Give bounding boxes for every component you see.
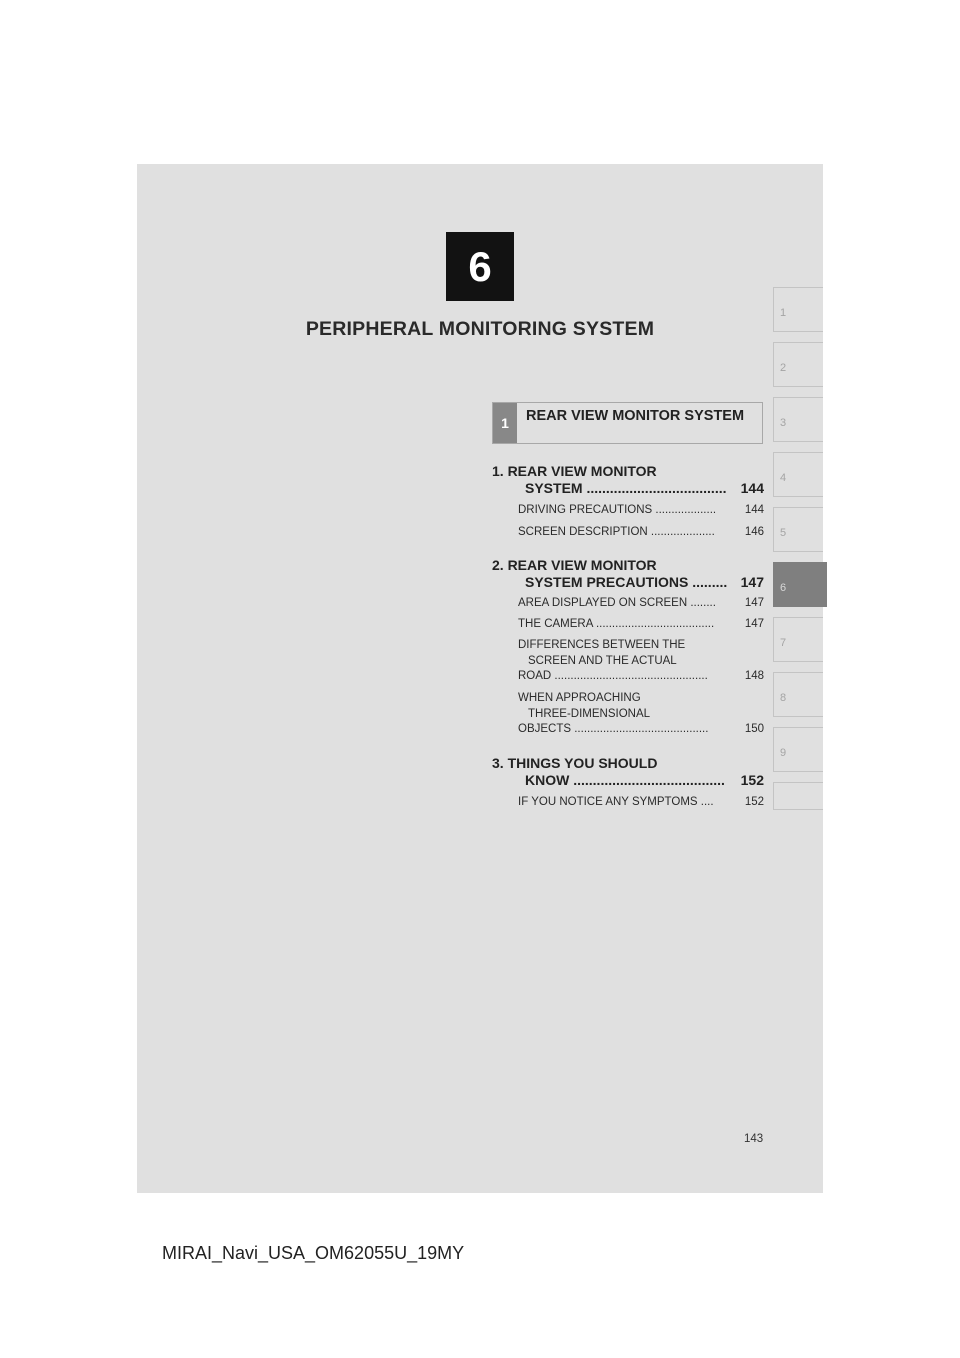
- section-number: 1: [493, 403, 517, 443]
- chapter-tab-5[interactable]: 5: [773, 507, 823, 552]
- chapter-tab-6[interactable]: 6: [773, 562, 827, 607]
- toc-subentry[interactable]: 146 SCREEN DESCRIPTION ....................: [518, 526, 764, 538]
- toc-entry-page: 147: [740, 573, 764, 590]
- toc-subentry[interactable]: 144 DRIVING PRECAUTIONS ...................: [518, 504, 764, 516]
- toc-subentry[interactable]: DIFFERENCES BETWEEN THE SCREEN AND THE ACTUAL 148 ROAD ................................................: [518, 639, 764, 682]
- chapter-tab-1[interactable]: 1: [773, 287, 823, 332]
- toc-entry-1[interactable]: 1. REAR VIEW MONITOR 144 SYSTEM ....................................: [492, 463, 764, 496]
- toc-subentry[interactable]: WHEN APPROACHING THREE-DIMENSIONAL 150 OBJECTS ..........................................: [518, 692, 764, 735]
- toc-subentry[interactable]: 147 AREA DISPLAYED ON SCREEN ........: [518, 597, 764, 609]
- chapter-tab-8[interactable]: 8: [773, 672, 823, 717]
- toc-subentry[interactable]: 152 IF YOU NOTICE ANY SYMPTOMS ....: [518, 796, 764, 808]
- chapter-number-box: [446, 232, 514, 301]
- chapter-number: 6: [468, 242, 492, 290]
- section-header: [492, 402, 763, 444]
- toc-entry-page: 144: [740, 479, 764, 496]
- document-footer: MIRAI_Navi_USA_OM62055U_19MY: [162, 1243, 465, 1263]
- chapter-tab-blank: [773, 782, 823, 810]
- chapter-tab-7[interactable]: 7: [773, 617, 823, 662]
- chapter-tab-3[interactable]: 3: [773, 397, 823, 442]
- page-number: 143: [744, 1133, 764, 1145]
- section-title: REAR VIEW MONITOR SYSTEM: [526, 408, 745, 424]
- chapter-tab-9[interactable]: 9: [773, 727, 823, 772]
- chapter-tab-2[interactable]: 2: [773, 342, 823, 387]
- toc-subentry[interactable]: 147 THE CAMERA .....................................: [518, 618, 764, 630]
- toc-entry-2[interactable]: 2. REAR VIEW MONITOR 147 SYSTEM PRECAUTIONS .........: [492, 557, 764, 590]
- toc-entry-page: 152: [740, 771, 764, 788]
- toc-entry-3[interactable]: 3. THINGS YOU SHOULD 152 KNOW .......................................: [492, 755, 764, 788]
- chapter-tab-4[interactable]: 4: [773, 452, 823, 497]
- chapter-title: PERIPHERAL MONITORING SYSTEM: [305, 318, 655, 340]
